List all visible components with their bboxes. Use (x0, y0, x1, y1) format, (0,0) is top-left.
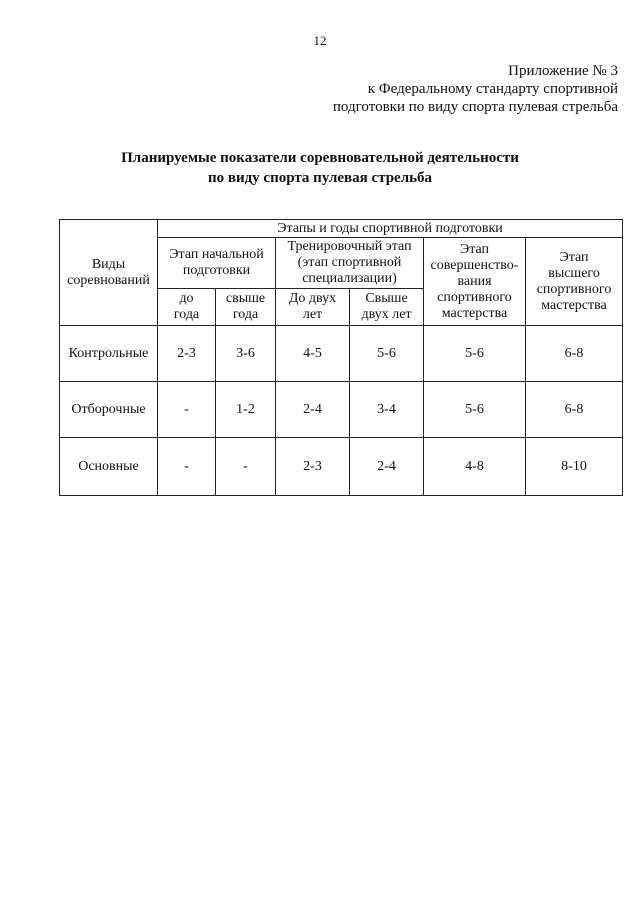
table-cell: 6-8 (526, 382, 623, 438)
appendix-line: подготовки по виду спорта пулевая стрельба (332, 99, 618, 115)
table-row (60, 326, 623, 382)
header-stages: Этапы и годы спортивной подготовки (158, 220, 623, 238)
table-cell: 2-3 (276, 438, 350, 496)
row-label: Контрольные (60, 326, 158, 382)
table-cell: 5-6 (350, 326, 424, 382)
title-line: Планируемые показатели соревновательной деятельности (121, 150, 519, 166)
row-label: Отборочные (60, 382, 158, 438)
appendix-note (333, 62, 618, 116)
table-cell: 4-5 (276, 326, 350, 382)
title-line: по виду спорта пулевая стрельба (207, 170, 433, 186)
table-cell: 3-6 (216, 326, 276, 382)
table-cell: 3-4 (350, 382, 424, 438)
table-cell: 5-6 (424, 326, 526, 382)
table-cell: - (216, 438, 276, 496)
table-cell: - (158, 438, 216, 496)
header-upto-two-years: До двух лет (276, 289, 350, 326)
header-over-year: свыше года (216, 289, 276, 326)
header-upto-year: до года (158, 289, 216, 326)
table-cell: 2-3 (158, 326, 216, 382)
table-cell: 1-2 (216, 382, 276, 438)
header-stage-improvement: Этап совершенство- вания спортивного мастерства (424, 238, 526, 326)
table-cell: 2-4 (350, 438, 424, 496)
table-cell: 8-10 (526, 438, 623, 496)
header-over-two-years: Свыше двух лет (350, 289, 424, 326)
header-stage-training: Тренировочный этап (этап спортивной специализации) (276, 238, 424, 289)
table-cell: 5-6 (424, 382, 526, 438)
appendix-line: Приложение № 3 (508, 63, 618, 79)
table-cell: 2-4 (276, 382, 350, 438)
header-competitions: Виды соревнований (60, 220, 158, 326)
table-cell: 6-8 (526, 326, 623, 382)
table-cell: 4-8 (424, 438, 526, 496)
table-row (60, 382, 623, 438)
table-row (60, 438, 623, 496)
table-cell: - (158, 382, 216, 438)
document-title (0, 148, 640, 188)
header-stage-initial: Этап начальной подготовки (158, 238, 276, 289)
header-stage-higher: Этап высшего спортивного мастерства (526, 238, 623, 326)
appendix-line: к Федеральному стандарту спортивной (367, 81, 618, 97)
row-label: Основные (60, 438, 158, 496)
competition-indicators-table (59, 219, 623, 496)
page-number: 12 (313, 33, 327, 48)
